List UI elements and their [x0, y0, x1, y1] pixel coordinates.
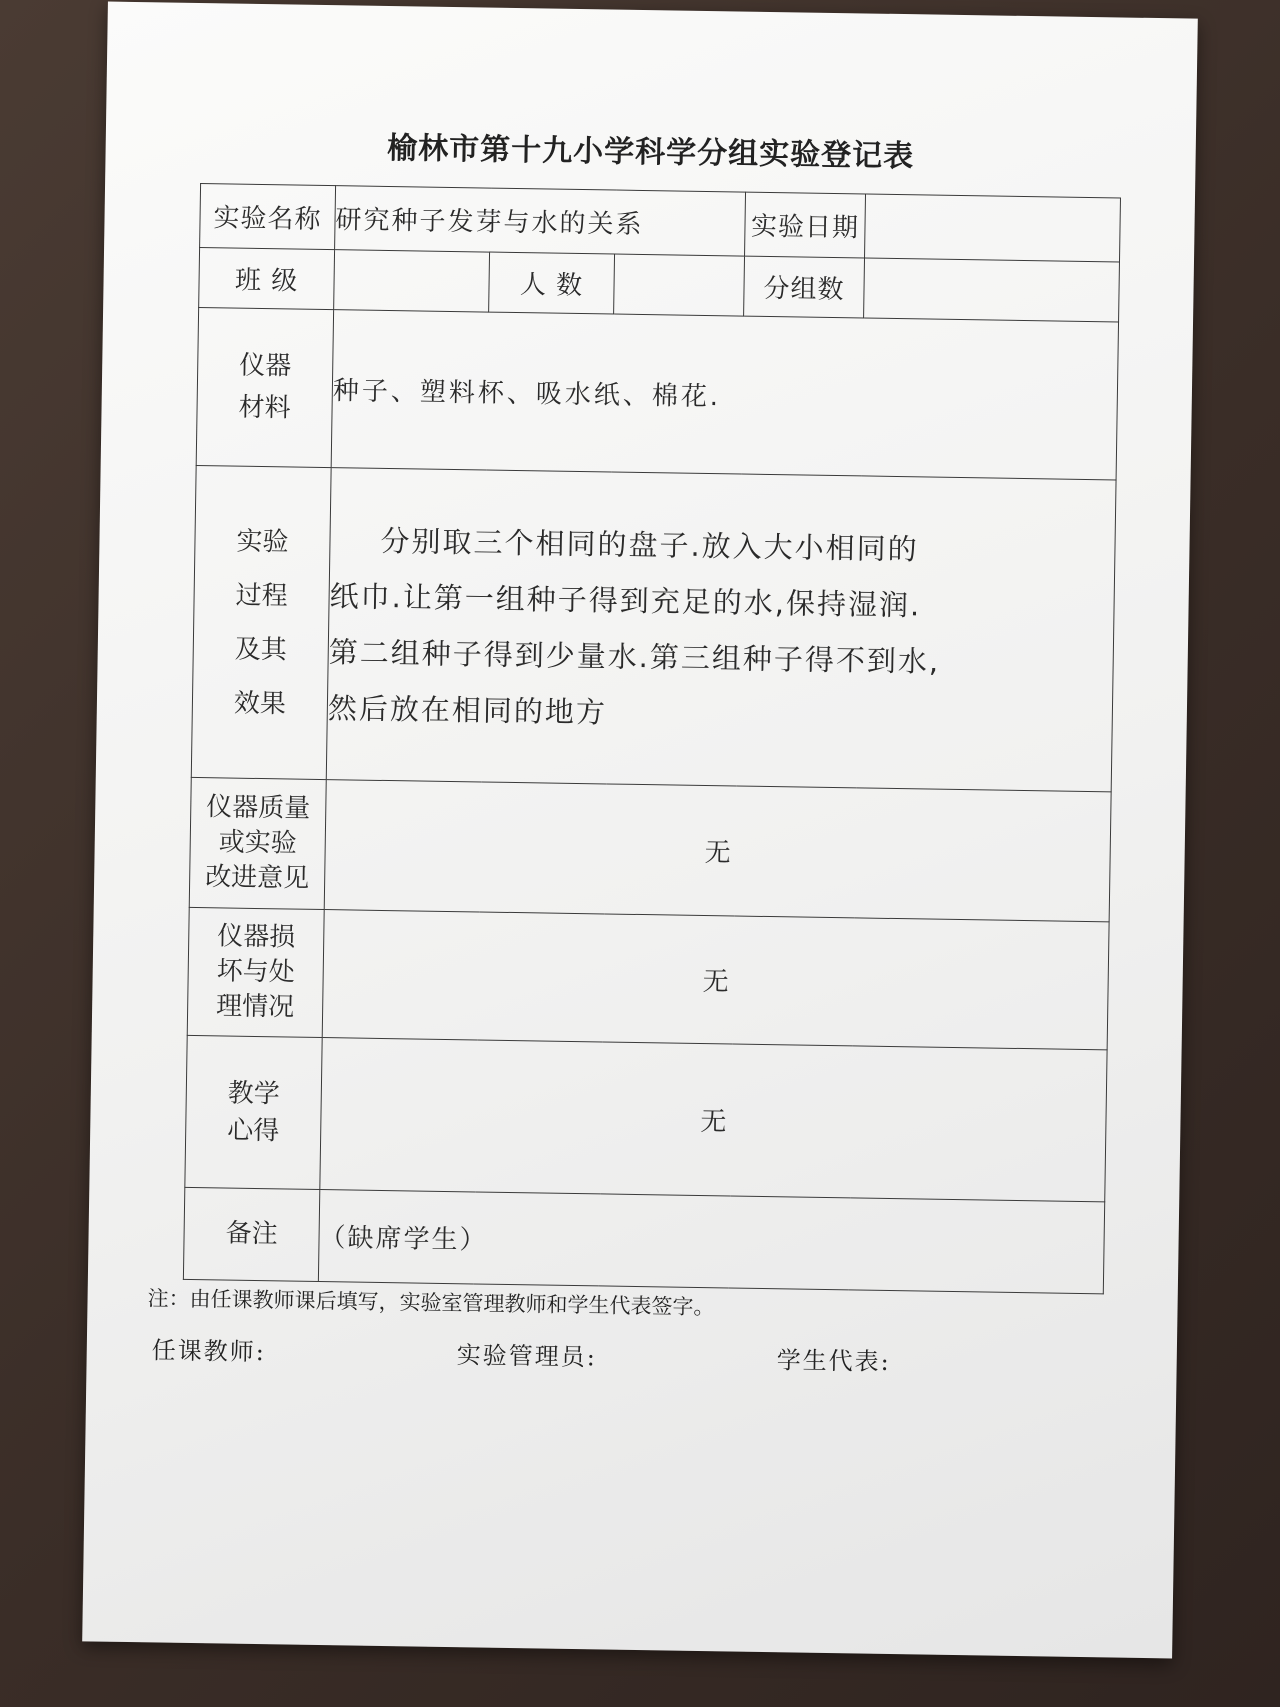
- process-label-line: 过程: [235, 580, 288, 611]
- equipment-label-line: 材料: [238, 392, 291, 423]
- experiment-date-label: 实验日期: [745, 192, 866, 258]
- process-text-line: 纸巾.让第一组种子得到充足的水,保持湿润.: [329, 578, 922, 622]
- process-value: [326, 468, 1116, 792]
- teacher-signature-label: 任课教师:: [151, 1336, 267, 1367]
- experiment-name-value: 研究种子发芽与水的关系: [335, 186, 746, 256]
- experiment-date-value: [865, 194, 1121, 262]
- teaching-label-line: 心得: [226, 1115, 280, 1146]
- registration-form-sheet: [82, 2, 1198, 1659]
- quality-label-line: 或实验: [218, 827, 297, 859]
- teaching-label: [185, 1035, 322, 1189]
- row-process: [191, 465, 1116, 791]
- process-label-line: 效果: [233, 688, 287, 719]
- class-label: 班 级: [199, 248, 335, 310]
- form-title: 榆林市第十九小学科学分组实验登记表: [386, 130, 915, 175]
- remark-label: 备注: [183, 1187, 319, 1281]
- quality-label-line: 改进意见: [204, 862, 310, 894]
- people-value: [614, 254, 745, 316]
- equipment-value: 种子、塑料杯、吸水纸、棉花.: [331, 310, 1118, 480]
- row-equipment: [196, 308, 1118, 480]
- quality-label: [189, 777, 326, 909]
- row-quality: [189, 777, 1111, 921]
- row-remark: [183, 1187, 1104, 1293]
- quality-value: 无: [324, 780, 1111, 922]
- teaching-value: 无: [320, 1038, 1107, 1202]
- form-note: 注：由任课教师课后填写，实验室管理教师和学生代表签字。: [147, 1286, 715, 1320]
- row-damage: [187, 907, 1109, 1049]
- damage-label-line: 仪器损: [217, 921, 296, 953]
- quality-label-line: 仪器质量: [206, 792, 311, 824]
- process-label: [191, 465, 331, 779]
- experiment-name-label: 实验名称: [200, 184, 336, 250]
- people-label: 人 数: [489, 252, 615, 314]
- process-label-line: 实验: [236, 526, 289, 557]
- process-text-line: 第二组种子得到少量水.第三组种子得不到水,: [328, 634, 941, 679]
- remark-value: （缺席学生）: [318, 1190, 1104, 1294]
- class-value: [334, 250, 490, 312]
- equipment-label-line: 仪器: [238, 350, 292, 382]
- process-label-line: 及其: [234, 634, 288, 665]
- damage-value: 无: [322, 910, 1109, 1050]
- equipment-label: [196, 308, 333, 468]
- process-text-line: 分别取三个相同的盘子.放入大小相同的: [380, 523, 919, 566]
- group-count-label: 分组数: [744, 256, 865, 318]
- student-signature-label: 学生代表:: [776, 1346, 891, 1377]
- damage-label-line: 坏与处: [216, 956, 295, 988]
- experiment-record-table: [183, 183, 1121, 1294]
- damage-label-line: 理情况: [215, 991, 295, 1023]
- row-teaching: [185, 1035, 1107, 1201]
- manager-signature-label: 实验管理员:: [456, 1341, 598, 1372]
- teaching-label-line: 教学: [227, 1078, 281, 1110]
- process-text-line: 然后放在相同的地方: [327, 690, 608, 729]
- damage-label: [187, 907, 324, 1037]
- group-count-value: [864, 258, 1120, 322]
